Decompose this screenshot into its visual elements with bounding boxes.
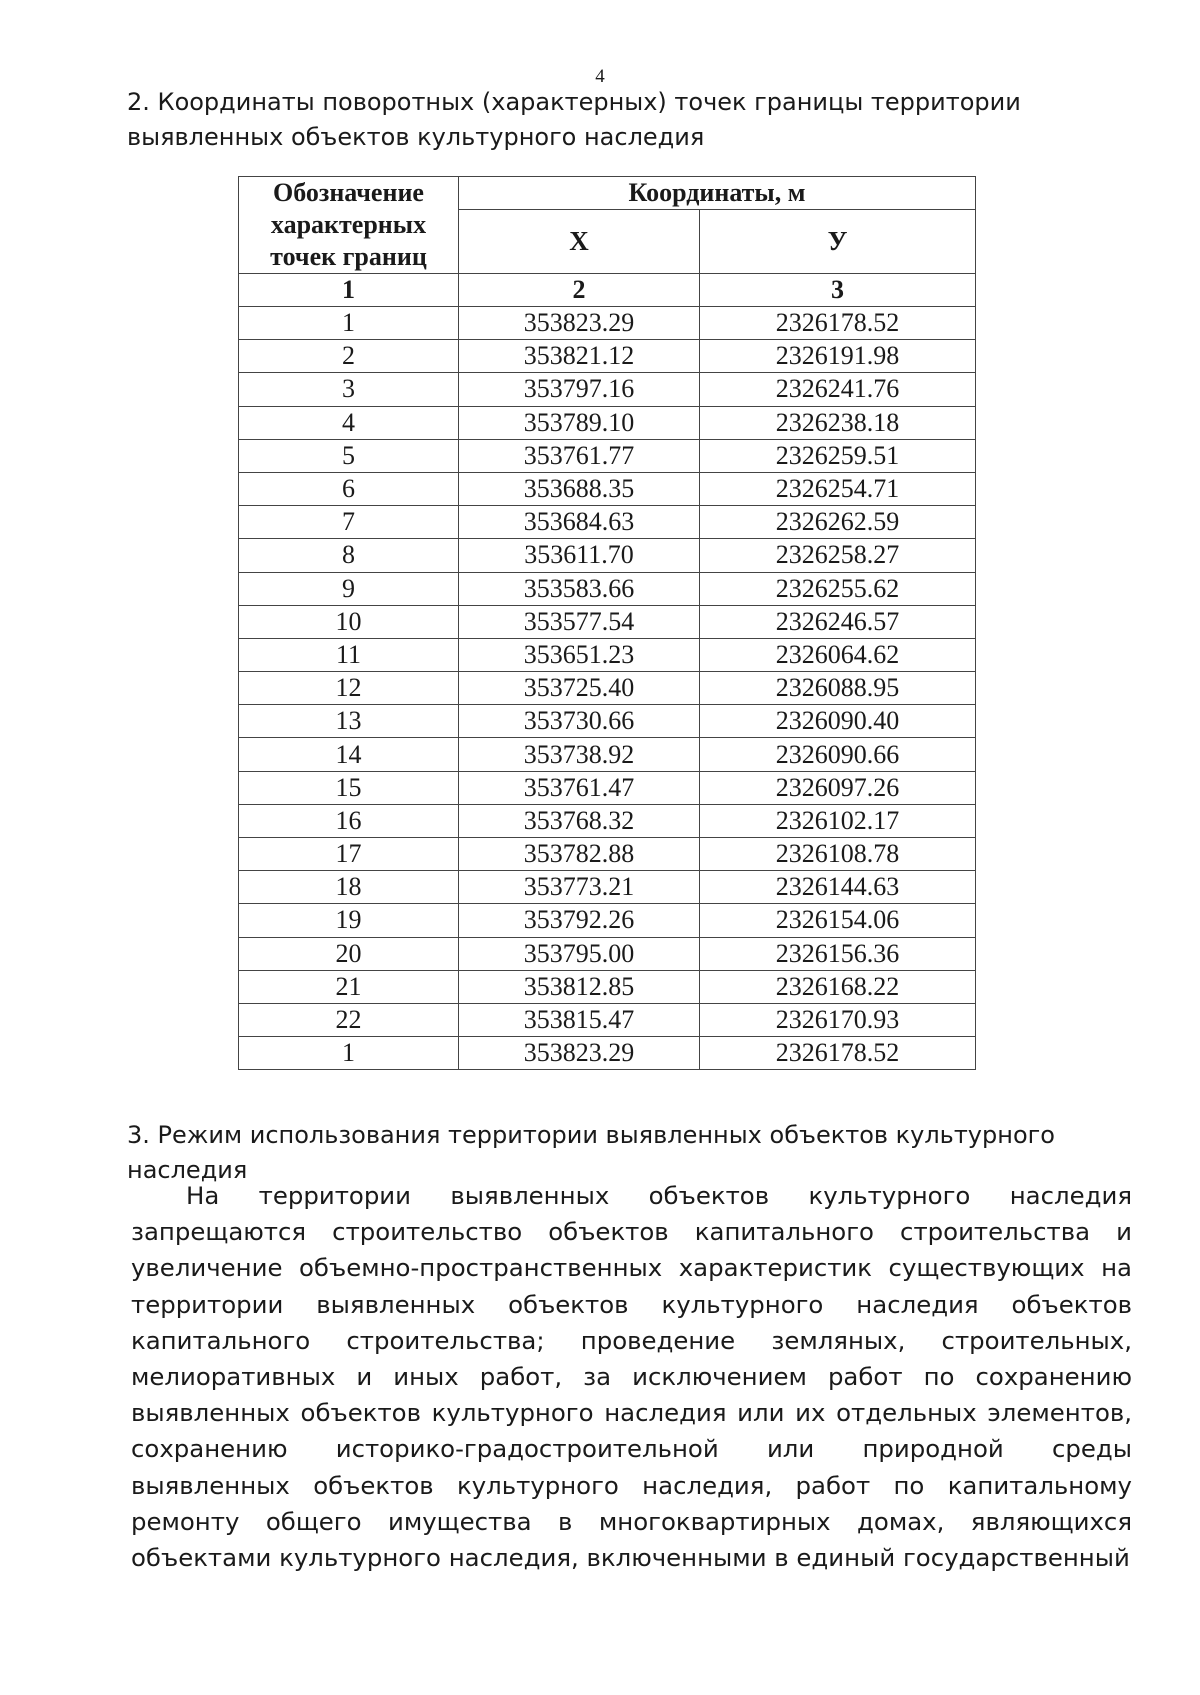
table-row	[239, 771, 976, 804]
point-cell: 10	[239, 605, 459, 638]
x-coordinate-cell: 353768.32	[459, 804, 700, 837]
y-coordinate-cell: 2326156.36	[700, 937, 976, 970]
table-row	[239, 937, 976, 970]
point-cell: 14	[239, 738, 459, 771]
x-coordinate-cell: 353823.29	[459, 1037, 700, 1070]
x-coordinate-cell: 353782.88	[459, 838, 700, 871]
x-coordinate-cell: 353761.47	[459, 771, 700, 804]
header-y: У	[700, 210, 976, 274]
x-coordinate-cell: 353684.63	[459, 506, 700, 539]
point-cell: 3	[239, 373, 459, 406]
point-cell: 1	[239, 1037, 459, 1070]
table-row	[239, 970, 976, 1003]
header-x: X	[459, 210, 700, 274]
point-cell: 20	[239, 937, 459, 970]
table-row	[239, 472, 976, 505]
x-coordinate-cell: 353583.66	[459, 572, 700, 605]
y-coordinate-cell: 2326254.71	[700, 472, 976, 505]
table-row	[239, 871, 976, 904]
header-designation: Обозначение характерных точек границ	[239, 177, 459, 274]
x-coordinate-cell: 353577.54	[459, 605, 700, 638]
table-row	[239, 705, 976, 738]
y-coordinate-cell: 2326097.26	[700, 771, 976, 804]
y-coordinate-cell: 2326090.40	[700, 705, 976, 738]
x-coordinate-cell: 353725.40	[459, 672, 700, 705]
y-coordinate-cell: 2326191.98	[700, 340, 976, 373]
table-row	[239, 672, 976, 705]
point-cell: 4	[239, 406, 459, 439]
x-coordinate-cell: 353812.85	[459, 970, 700, 1003]
y-coordinate-cell: 2326154.06	[700, 904, 976, 937]
y-coordinate-cell: 2326088.95	[700, 672, 976, 705]
x-coordinate-cell: 353823.29	[459, 307, 700, 340]
y-coordinate-cell: 2326246.57	[700, 605, 976, 638]
x-coordinate-cell: 353738.92	[459, 738, 700, 771]
header-coordinates: Координаты, м	[459, 177, 976, 210]
section-2-heading: 2. Координаты поворотных (характерных) точек границы территории выявленных объектов культурного наследия	[127, 88, 1021, 151]
x-coordinate-cell: 353730.66	[459, 705, 700, 738]
page-number: 4	[595, 66, 605, 87]
section-3-paragraph: На территории выявленных объектов культурного наследия запрещаются строительство объектов капитального строительства и увеличение объемно-пространственных характеристик существующих на территории выявленных объектов культурного наследия объектов капитального строительства; проведение земляных, строительных, мелиоративных и иных работ, за исключением работ по сохранению выявленных объектов культурного наследия или их отдельных элементов, сохранению историко-градостроительной или природной среды выявленных объектов культурного наследия, работ по капитальному ремонту общего имущества в многоквартирных домах, являющихся объектами культурного наследия, включенными в единый государственный	[131, 1181, 1132, 1573]
point-cell: 12	[239, 672, 459, 705]
y-coordinate-cell: 2326144.63	[700, 871, 976, 904]
table-row	[239, 904, 976, 937]
point-cell: 9	[239, 572, 459, 605]
y-coordinate-cell: 2326238.18	[700, 406, 976, 439]
x-coordinate-cell: 353795.00	[459, 937, 700, 970]
column-number: 2	[459, 274, 700, 307]
point-cell: 16	[239, 804, 459, 837]
point-cell: 5	[239, 439, 459, 472]
y-coordinate-cell: 2326170.93	[700, 1003, 976, 1036]
y-coordinate-cell: 2326102.17	[700, 804, 976, 837]
x-coordinate-cell: 353688.35	[459, 472, 700, 505]
y-coordinate-cell: 2326262.59	[700, 506, 976, 539]
table-row	[239, 804, 976, 837]
table-row	[239, 1003, 976, 1036]
point-cell: 17	[239, 838, 459, 871]
table-row	[239, 340, 976, 373]
table-row	[239, 838, 976, 871]
point-cell: 22	[239, 1003, 459, 1036]
point-cell: 6	[239, 472, 459, 505]
point-cell: 13	[239, 705, 459, 738]
section-3-heading: 3. Режим использования территории выявленных объектов культурного наследия	[127, 1121, 1055, 1184]
x-coordinate-cell: 353815.47	[459, 1003, 700, 1036]
table-row	[239, 572, 976, 605]
x-coordinate-cell: 353792.26	[459, 904, 700, 937]
y-coordinate-cell: 2326108.78	[700, 838, 976, 871]
x-coordinate-cell: 353611.70	[459, 539, 700, 572]
point-cell: 8	[239, 539, 459, 572]
point-cell: 1	[239, 307, 459, 340]
coordinates-table	[238, 176, 976, 1070]
table-row	[239, 373, 976, 406]
y-coordinate-cell: 2326178.52	[700, 1037, 976, 1070]
table-row	[239, 307, 976, 340]
point-cell: 7	[239, 506, 459, 539]
x-coordinate-cell: 353761.77	[459, 439, 700, 472]
table-row	[239, 406, 976, 439]
table-row	[239, 539, 976, 572]
x-coordinate-cell: 353789.10	[459, 406, 700, 439]
x-coordinate-cell: 353797.16	[459, 373, 700, 406]
x-coordinate-cell: 353651.23	[459, 638, 700, 671]
point-cell: 15	[239, 771, 459, 804]
y-coordinate-cell: 2326168.22	[700, 970, 976, 1003]
column-number: 3	[700, 274, 976, 307]
point-cell: 19	[239, 904, 459, 937]
table-row	[239, 638, 976, 671]
point-cell: 21	[239, 970, 459, 1003]
table-row	[239, 738, 976, 771]
y-coordinate-cell: 2326178.52	[700, 307, 976, 340]
y-coordinate-cell: 2326259.51	[700, 439, 976, 472]
coordinates-table-body	[239, 307, 976, 1070]
x-coordinate-cell: 353821.12	[459, 340, 700, 373]
table-row	[239, 439, 976, 472]
table-row	[239, 506, 976, 539]
y-coordinate-cell: 2326241.76	[700, 373, 976, 406]
table-row	[239, 605, 976, 638]
y-coordinate-cell: 2326255.62	[700, 572, 976, 605]
column-number: 1	[239, 274, 459, 307]
x-coordinate-cell: 353773.21	[459, 871, 700, 904]
y-coordinate-cell: 2326064.62	[700, 638, 976, 671]
table-row	[239, 1037, 976, 1070]
y-coordinate-cell: 2326090.66	[700, 738, 976, 771]
y-coordinate-cell: 2326258.27	[700, 539, 976, 572]
point-cell: 18	[239, 871, 459, 904]
point-cell: 2	[239, 340, 459, 373]
point-cell: 11	[239, 638, 459, 671]
